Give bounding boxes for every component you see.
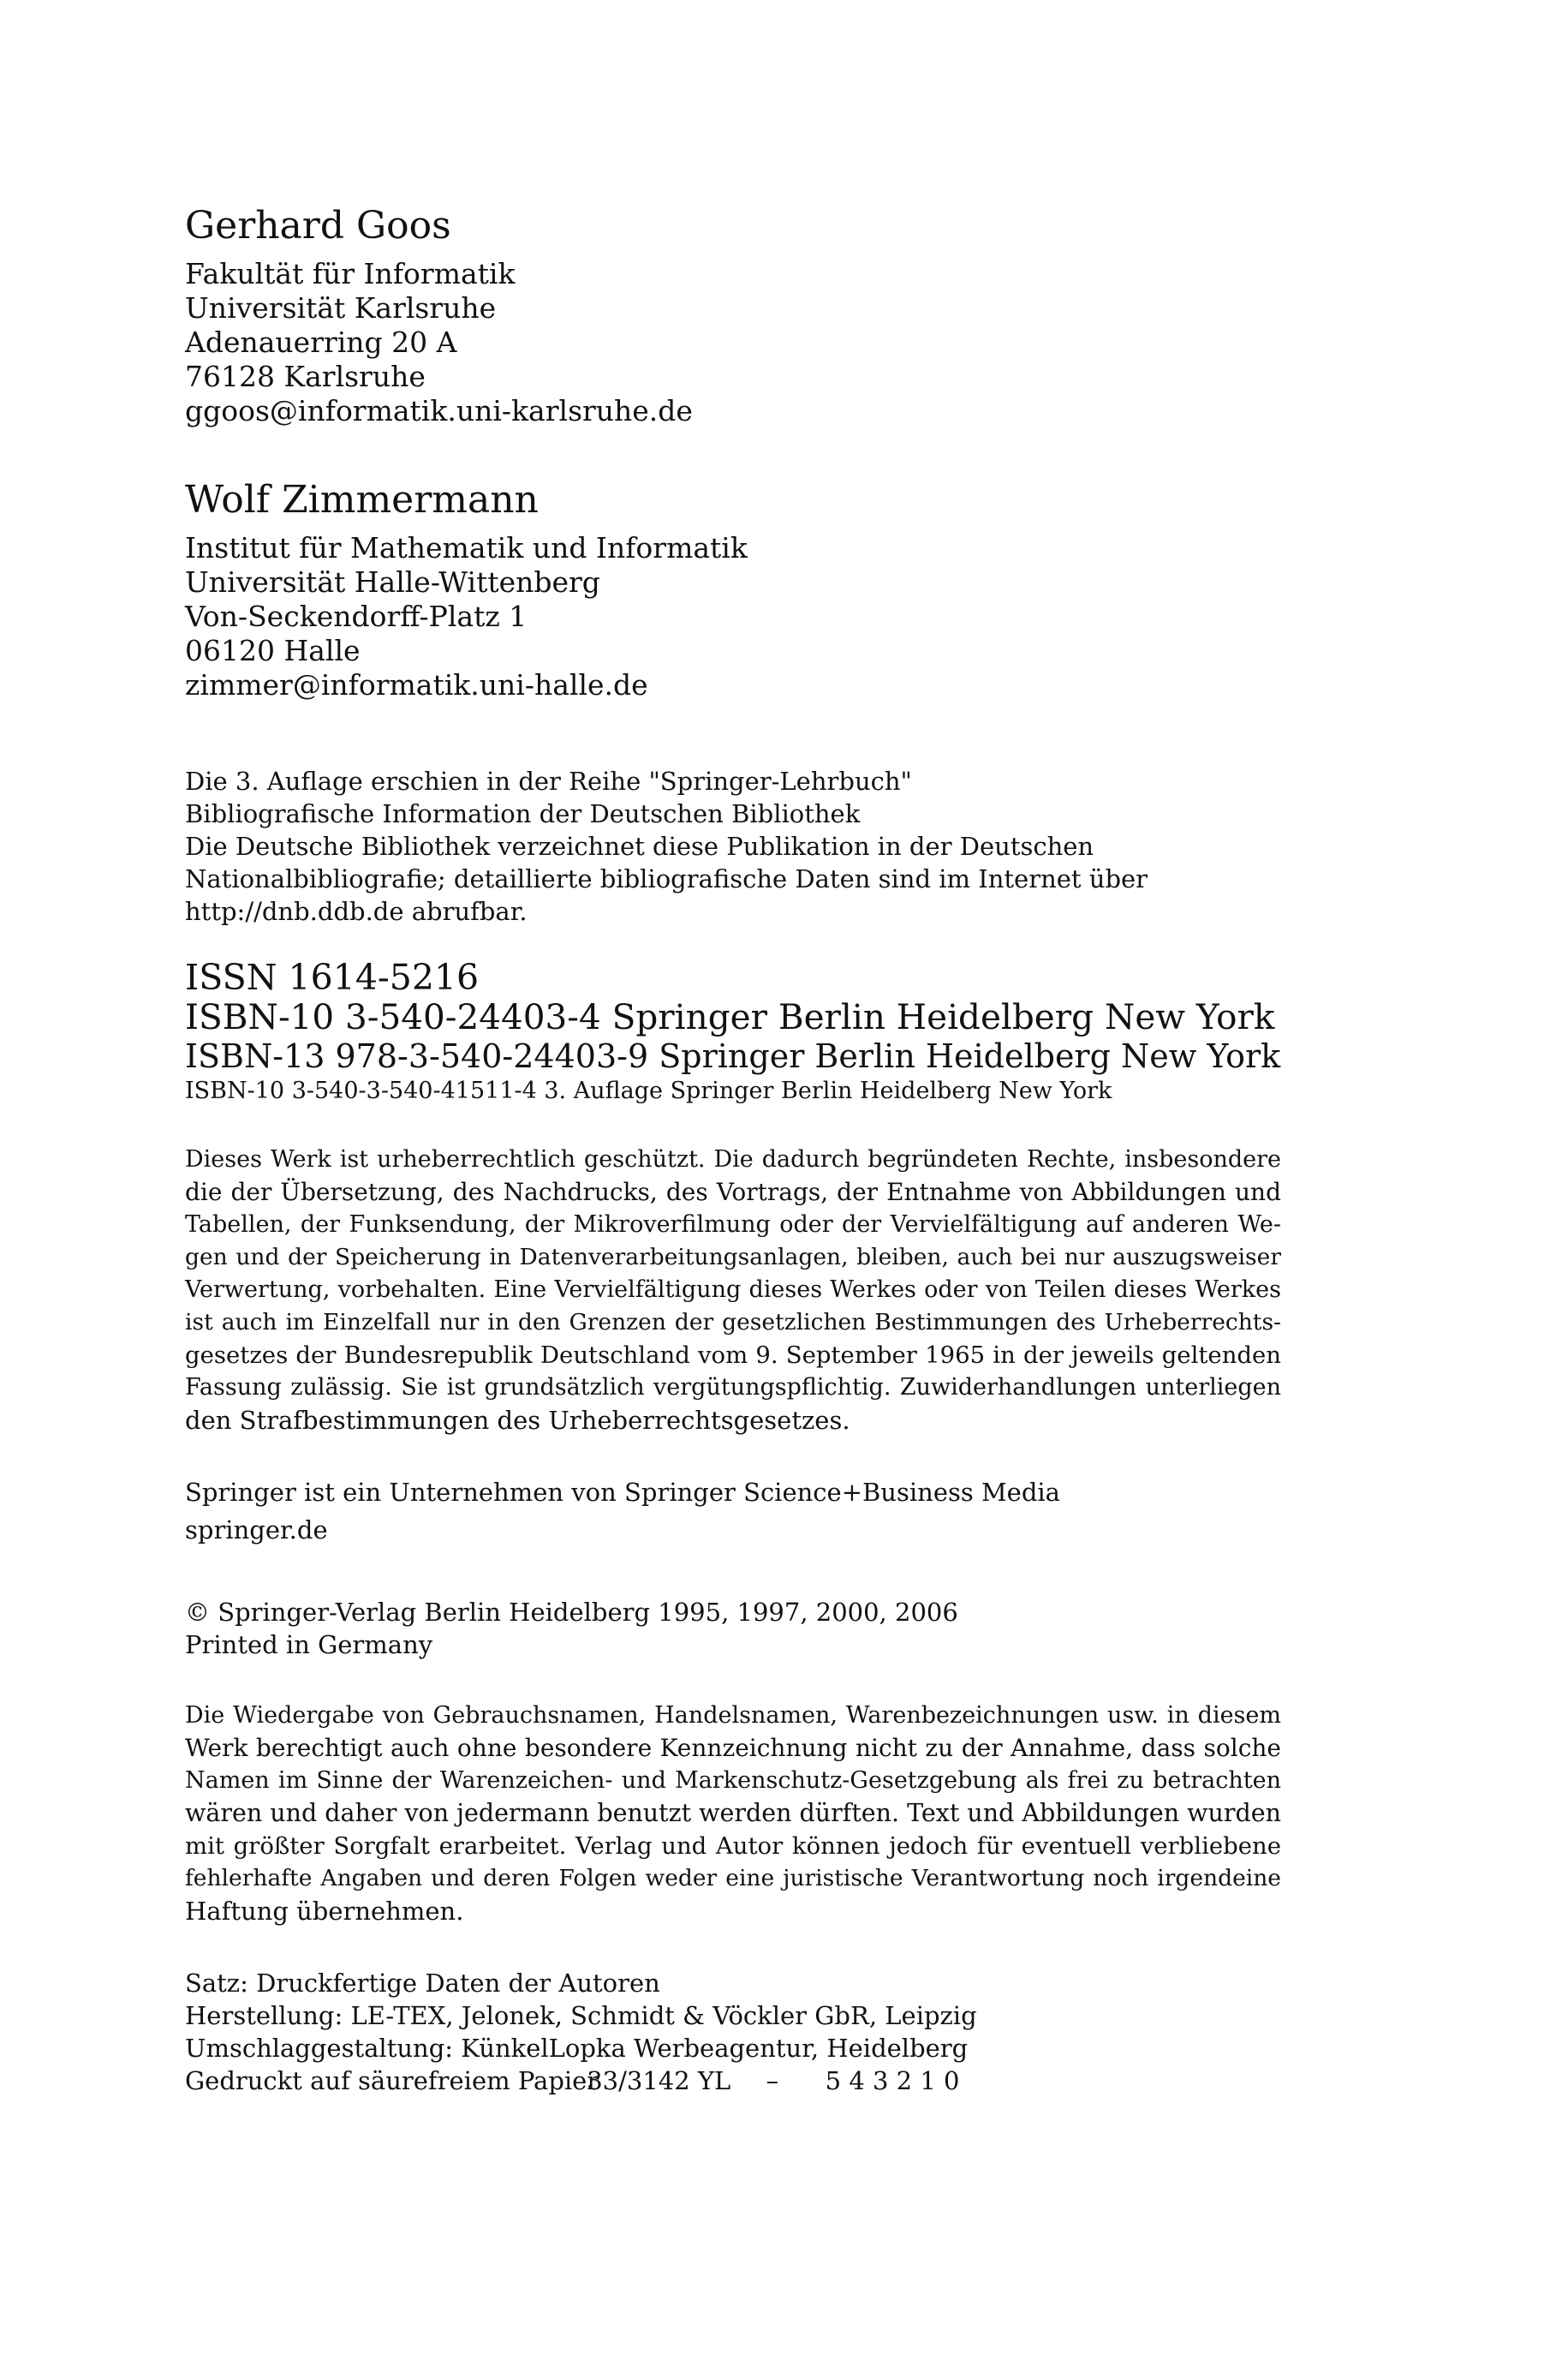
isbn-13: ISBN-13 978-3-540-24403-9 Springer Berlin Heidelberg New York — [185, 1037, 1281, 1075]
trademark-notice — [185, 1700, 1281, 1927]
copyright-notice — [185, 1144, 1281, 1437]
address-line: Universität Karlsruhe — [185, 291, 497, 325]
author-block-zimmermann — [185, 476, 1281, 702]
bib-line: Die Deutsche Bibliothek verzeichnet diese Publikation in der Deutschen — [185, 832, 1094, 861]
bib-line: http://dnb.ddb.de abrufbar. — [185, 897, 528, 926]
address-line: Von-Seckendorff-Platz 1 — [185, 600, 528, 633]
printed-in: Printed in Germany — [185, 1630, 433, 1659]
copyright-info — [185, 1596, 1281, 1661]
paragraph-line: gen und der Speicherung in Datenverarbeitungsanlagen, bleiben, auch bei nur auszugsweiser — [185, 1244, 1281, 1270]
publisher-line: Springer ist ein Unternehmen von Springer Science+Business Media — [185, 1478, 1060, 1507]
paragraph-line: mit größter Sorgfalt erarbeitet. Verlag und Autor können jedoch für eventuell verbliebene — [185, 1832, 1281, 1860]
address-line: 06120 Halle — [185, 634, 361, 667]
address-line: Universität Halle-Wittenberg — [185, 565, 600, 599]
herstellung-line: Herstellung: LE-TEX, Jelonek, Schmidt & Vöckler GbR, Leipzig — [185, 2001, 977, 2030]
paragraph-line: ist auch im Einzelfall nur in den Grenzen der gesetzlichen Bestimmungen des Urheberrechts- — [185, 1309, 1281, 1335]
paragraph-line: Tabellen, der Funksendung, der Mikroverfilmung oder der Vervielfältigung auf anderen We- — [185, 1211, 1281, 1238]
author-address — [185, 257, 1281, 428]
paragraph-line: fehlerhafte Angaben und deren Folgen weder eine juristische Verantwortung noch irgendeine — [185, 1865, 1281, 1891]
issn: ISSN 1614-5216 — [185, 957, 480, 998]
address-line: Fakultät für Informatik — [185, 257, 516, 290]
identifiers — [185, 958, 1281, 1107]
paragraph-line: Namen im Sinne der Warenzeichen- und Markenschutz-Gesetzgebung als frei zu betrachten — [185, 1767, 1281, 1794]
separator-dash: – — [766, 2066, 778, 2095]
email-address: zimmer@informatik.uni-halle.de — [185, 668, 648, 702]
paragraph-line: wären und daher von jedermann benutzt werden dürften. Text und Abbildungen wurden — [185, 1799, 1281, 1827]
paragraph-line: Dieses Werk ist urheberrechtlich geschützt. Die dadurch begründeten Rechte, insbesondere — [185, 1146, 1281, 1173]
paragraph-line: Haftung übernehmen. — [185, 1897, 464, 1926]
bib-line: Nationalbibliografie; detaillierte bibliografische Daten sind im Internet über — [185, 864, 1148, 893]
paragraph-line: Die Wiedergabe von Gebrauchsnamen, Handelsnamen, Warenbezeichnungen usw. in diesem — [185, 1702, 1281, 1729]
production-info — [185, 1967, 1281, 2097]
publisher-web: springer.de — [185, 1515, 328, 1545]
publisher-info — [185, 1476, 1281, 1546]
paragraph-line: den Strafbestimmungen des Urheberrechtsgesetzes. — [185, 1406, 850, 1435]
paragraph-line: Werk berechtigt auch ohne besondere Kennzeichnung nicht zu der Annahme, dass solche — [185, 1734, 1281, 1762]
isbn-10: ISBN-10 3-540-24403-4 Springer Berlin Heidelberg New York — [185, 996, 1275, 1037]
author-name: Gerhard Goos — [185, 204, 451, 248]
bibliographic-info — [185, 765, 1281, 928]
paper-text: Gedruckt auf säurefreiem Papier — [185, 2066, 599, 2095]
address-line: Institut für Mathematik und Informatik — [185, 531, 748, 565]
author-block-goos — [185, 202, 1281, 428]
paragraph-line: gesetzes der Bundesrepublik Deutschland vom 9. September 1965 in der jeweils geltenden — [185, 1341, 1281, 1369]
bib-line: Bibliografische Information der Deutschen Bibliothek — [185, 799, 861, 828]
address-line: Adenauerring 20 A — [185, 326, 457, 359]
paragraph-line: die der Übersetzung, des Nachdrucks, des Vortrags, der Entnahme von Abbildungen und — [185, 1178, 1281, 1206]
print-code: 33/3142 YL — [587, 2066, 731, 2095]
paragraph-line: Verwertung, vorbehalten. Eine Vervielfältigung dieses Werkes oder von Teilen dieses Werkes — [185, 1276, 1281, 1303]
umschlag-line: Umschlaggestaltung: KünkelLopka Werbeagentur, Heidelberg — [185, 2034, 969, 2063]
author-address — [185, 531, 1281, 702]
copyright-line: © Springer-Verlag Berlin Heidelberg 1995, 1997, 2000, 2006 — [185, 1598, 958, 1627]
bib-line: Die 3. Auflage erschien in der Reihe "Springer-Lehrbuch" — [185, 767, 912, 796]
satz-line: Satz: Druckfertige Daten der Autoren — [185, 1969, 660, 1998]
author-name: Wolf Zimmermann — [185, 478, 539, 522]
paragraph-line: Fassung zulässig. Sie ist grundsätzlich vergütungspflichtig. Zuwiderhandlungen unterliegen — [185, 1374, 1281, 1401]
paper-line — [185, 2064, 1281, 2097]
print-run: 5 4 3 2 1 0 — [825, 2066, 960, 2095]
email-address: ggoos@informatik.uni-karlsruhe.de — [185, 394, 693, 427]
address-line: 76128 Karlsruhe — [185, 360, 426, 393]
isbn-previous-edition: ISBN-10 3-540-3-540-41511-4 3. Auflage Springer Berlin Heidelberg New York — [185, 1078, 1112, 1104]
